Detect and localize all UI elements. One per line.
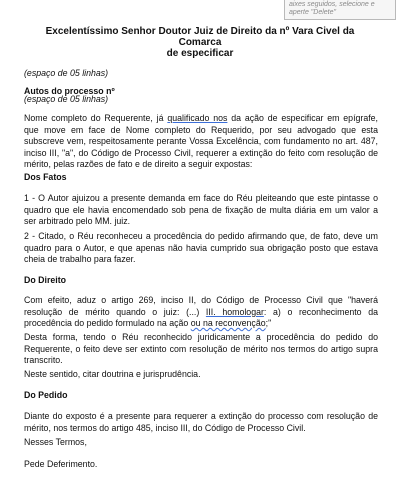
hint-line-1: aixes seguidos, selecione e	[289, 1, 375, 8]
hint-line-2: aperte "Delete"	[289, 9, 336, 16]
spacing-note-1: (espaço de 05 linhas)	[24, 68, 109, 78]
direito-paragraph-3: Neste sentido, citar doutrina e jurisprudência.	[24, 369, 201, 379]
document-title	[24, 26, 376, 59]
pedido-paragraph: Diante do exposto é a presente para requerer a extinção do processo com resolução de mérito, nos termos do artigo 485, inciso III, do Código de Processo Civil.	[24, 411, 378, 433]
closing-line-2: Pede Deferimento.	[24, 459, 98, 469]
intro-paragraph	[24, 113, 378, 171]
spacing-note-2: (espaço de 05 linhas)	[24, 94, 109, 104]
direito-text-mid: : a) o reconhecimento da procedência do pedido formulado na ação	[24, 306, 378, 329]
closing-line-1: Nesses Termos,	[24, 437, 87, 447]
heading-do-direito: Do Direito	[24, 275, 67, 285]
fatos-paragraph-1: 1 - O Autor ajuizou a presente demanda em face do Réu pleiteando que este pintasse o quadro que ele havia encomendado sob pena de fixação de multa diária em um valor a ser arbitrado pelo MM. juiz.	[24, 193, 378, 227]
reconvencao-spellcheck: ou na reconvenção	[190, 318, 266, 329]
direito-text-start: Com efeito, aduz o artigo 269, inciso II, do Código de Processo Civil que "haverá resolução de mérito quando o juiz: (...)	[24, 295, 378, 317]
direito-paragraph-2: Desta forma, tendo o Réu reconhecido juridicamente a procedência do pedido do Requerente, o feito deve ser extinto com resolução de mérito nos termos do artigo supra transcrito.	[24, 332, 378, 366]
direito-paragraph-1	[24, 295, 378, 330]
title-line-1: Excelentíssimo Senhor Doutor Juiz de Direito da nº Vara Civel da Comarca	[45, 26, 355, 48]
direito-text-end: ;"	[265, 318, 272, 329]
intro-text-rest: da ação de especificar em epígrafe, que move em face de Nome completo do Requerido, por seu advogado que esta subscreve vem, respeitosamente perante Vossa Excelência, com fundamento no art. 487, inciso III, "a", do Código de Processo Civil, requerer a extinção do feito com resolução de mérito, pelas razões de fato e de direito a seguir expostas:	[24, 113, 379, 170]
title-line-2: de especificar	[166, 48, 234, 59]
homologar-link[interactable]: III. homologar	[205, 306, 264, 317]
heading-dos-fatos: Dos Fatos	[24, 172, 67, 182]
autos-label: Autos do processo nº	[24, 86, 115, 96]
heading-do-pedido: Do Pedido	[24, 390, 68, 400]
fatos-paragraph-2: 2 - Citado, o Réu reconheceu a procedência do pedido afirmando que, de fato, deve um quadro para o Autor, e que apenas não havia cumprido sua obrigação posto que estava cheia de trabalho para fazer.	[24, 231, 378, 265]
hint-tooltip	[284, 0, 396, 20]
intro-text-start: Nome completo do Requerente, já	[24, 113, 168, 123]
qualificado-link[interactable]: qualificado nos	[167, 113, 228, 123]
